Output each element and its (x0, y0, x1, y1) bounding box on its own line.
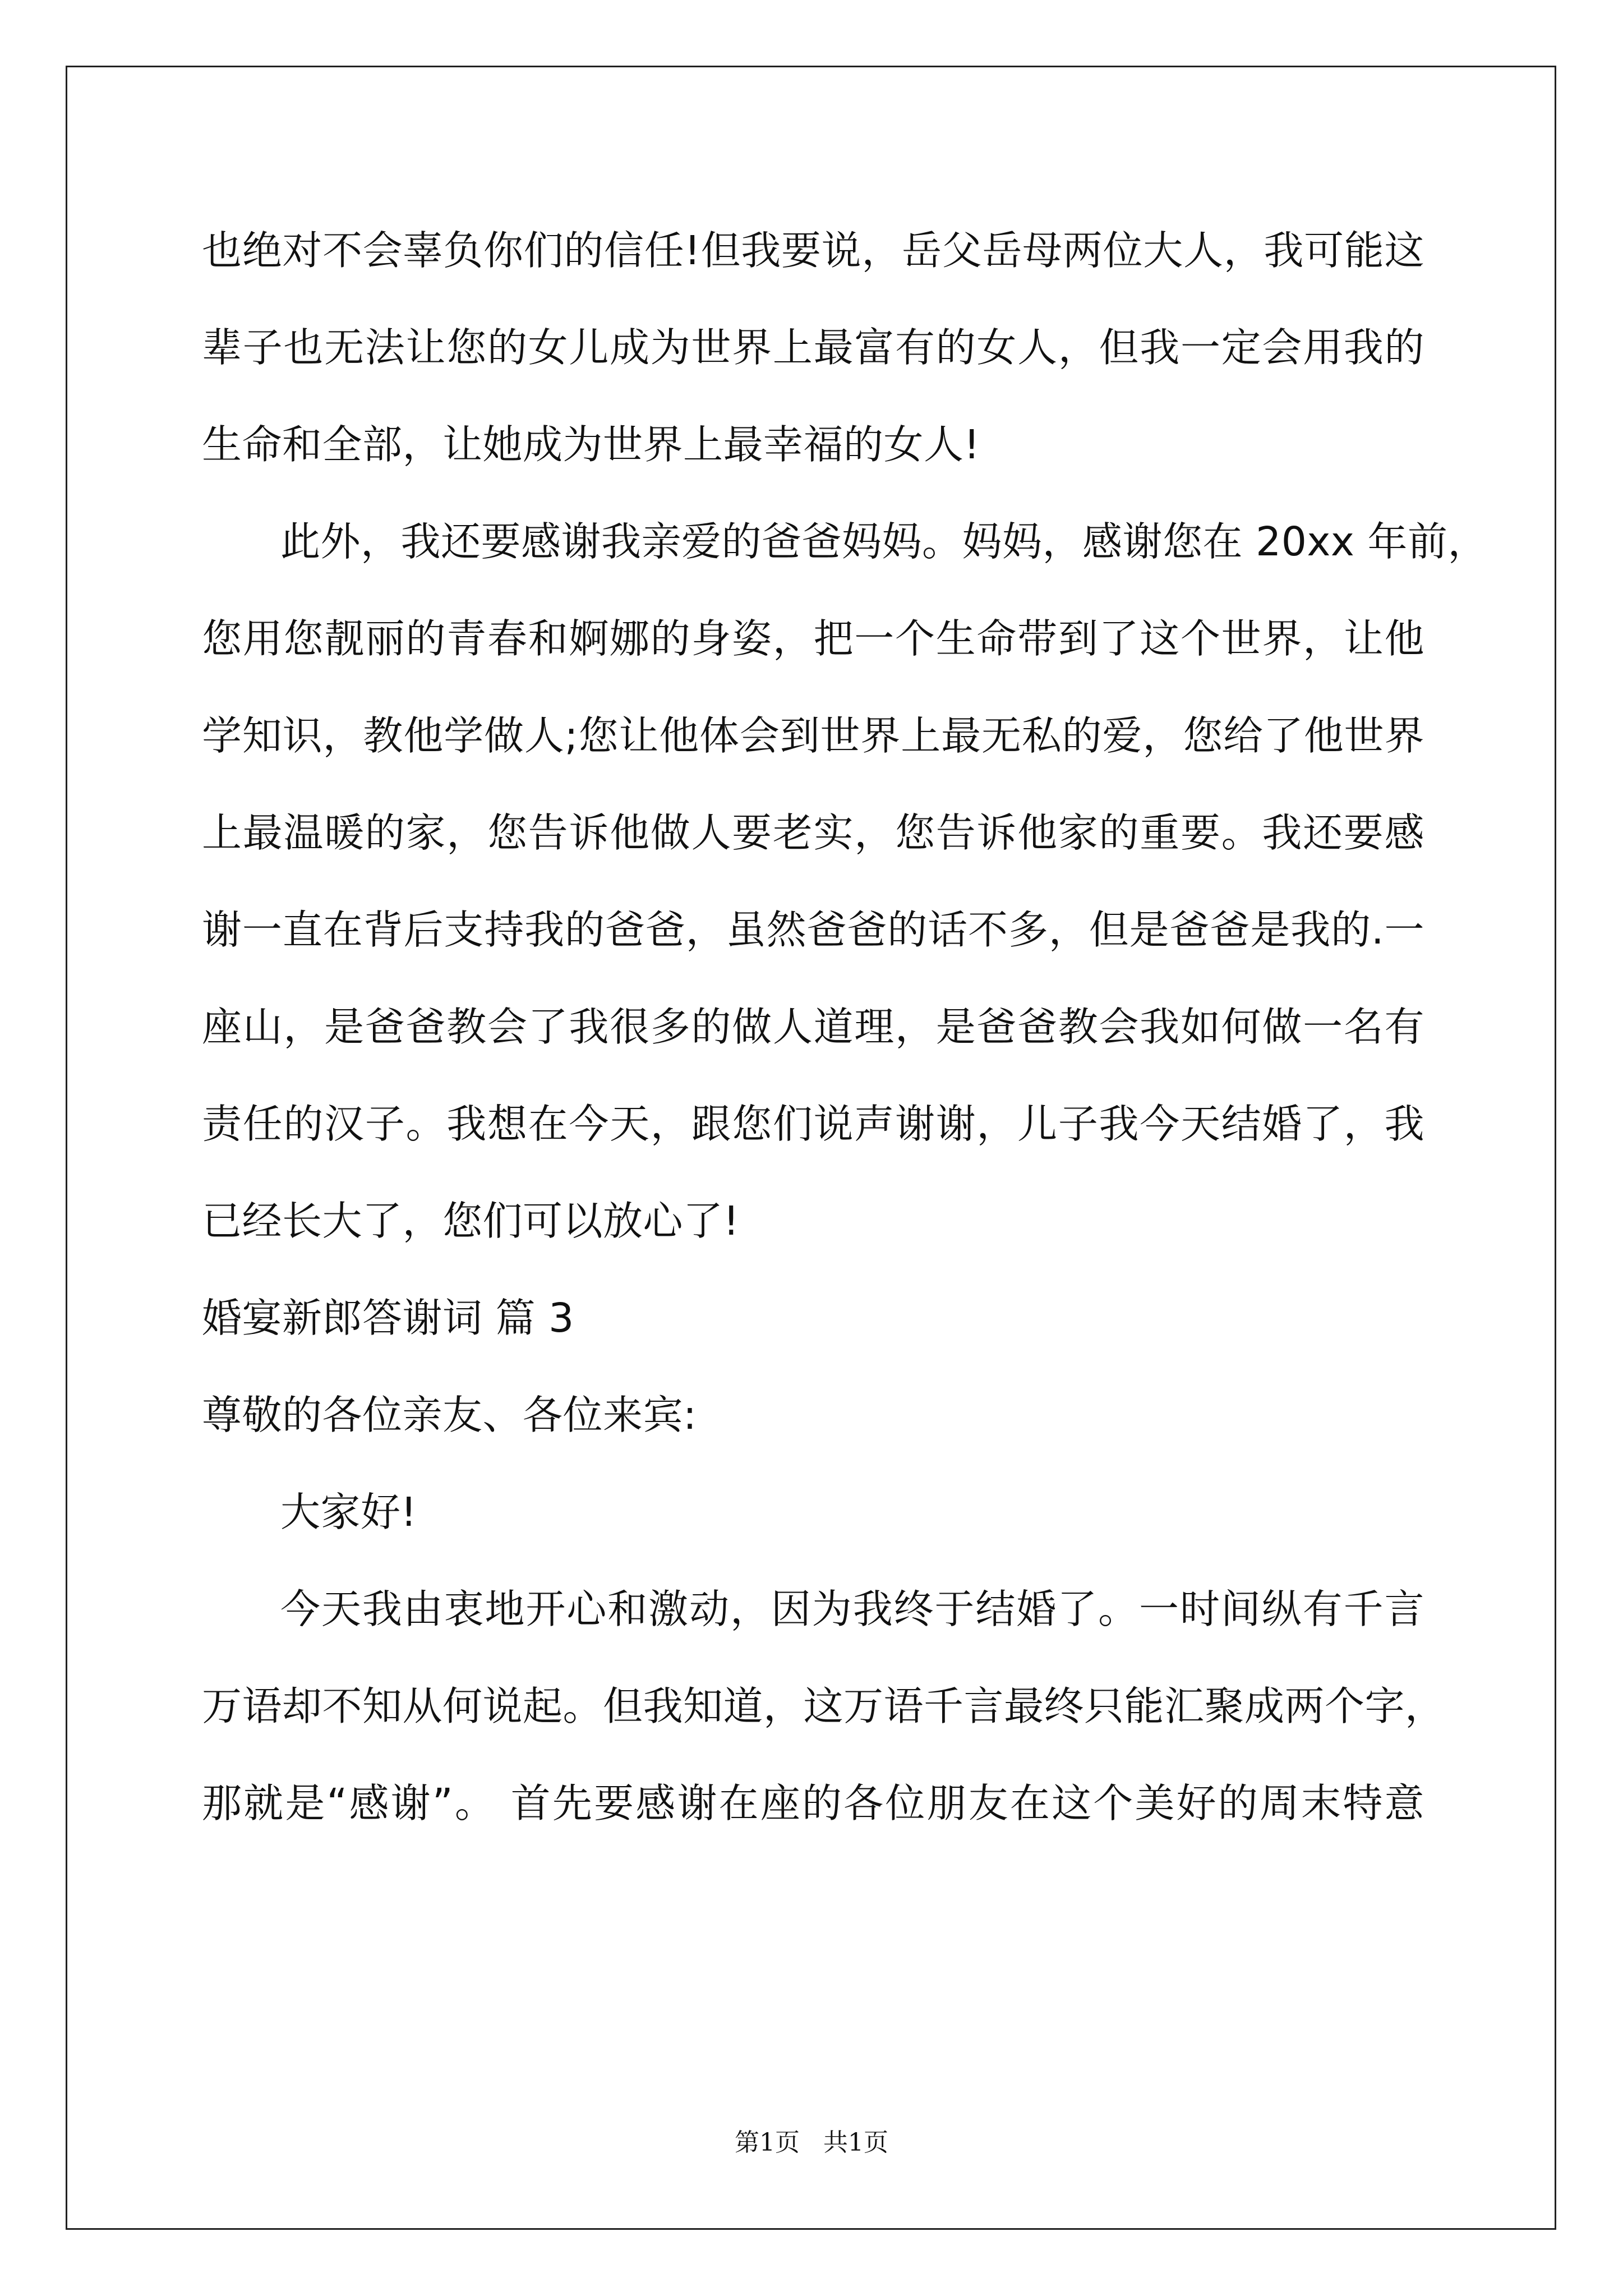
text-line: 谢一直在背后支持我的爸爸，虽然爸爸的话不多，但是爸爸是我的.一 (202, 907, 1424, 953)
page-footer (0, 2126, 1623, 2160)
text-line: 您用您靓丽的青春和婀娜的身姿，把一个生命带到了这个世界，让他 (202, 615, 1424, 662)
text-line: 座山，是爸爸教会了我很多的做人道理，是爸爸教会我如何做一名有 (202, 1004, 1424, 1050)
greeting: 大家好! (280, 1489, 417, 1535)
page-number: 第1页 (735, 2128, 800, 2157)
text-line: 上最温暖的家，您告诉他做人要老实，您告诉他家的重要。我还要感 (202, 809, 1424, 856)
text-line: 万语却不知从何说起。但我知道，这万语千言最终只能汇聚成两个字， (202, 1683, 1445, 1729)
text-line: 已经长大了，您们可以放心了! (202, 1198, 740, 1244)
text-line: 责任的汉子。我想在今天，跟您们说声谢谢，儿子我今天结婚了，我 (202, 1101, 1424, 1147)
text-line: 也绝对不会辜负你们的信任!但我要说，岳父岳母两位大人，我可能这 (202, 227, 1424, 274)
text-line: 学知识，教他学做人;您让他体会到世界上最无私的爱，您给了他世界 (202, 712, 1424, 759)
text-line: 生命和全部，让她成为世界上最幸福的女人! (202, 421, 980, 468)
section-heading: 婚宴新郎答谢词 篇 3 (202, 1295, 574, 1341)
paragraph-start-line: 此外，我还要感谢我亲爱的爸爸妈妈。妈妈，感谢您在 20xx 年前， (280, 518, 1488, 565)
page-total: 共1页 (823, 2128, 888, 2157)
salutation: 尊敬的各位亲友、各位来宾: (202, 1392, 697, 1438)
text-line: 辈子也无法让您的女儿成为世界上最富有的女人，但我一定会用我的 (202, 324, 1424, 371)
paragraph-start-line: 今天我由衷地开心和激动，因为我终于结婚了。一时间纵有千言 (280, 1586, 1424, 1632)
text-line: 那就是“感谢”。 首先要感谢在座的各位朋友在这个美好的周末特意 (202, 1780, 1424, 1826)
